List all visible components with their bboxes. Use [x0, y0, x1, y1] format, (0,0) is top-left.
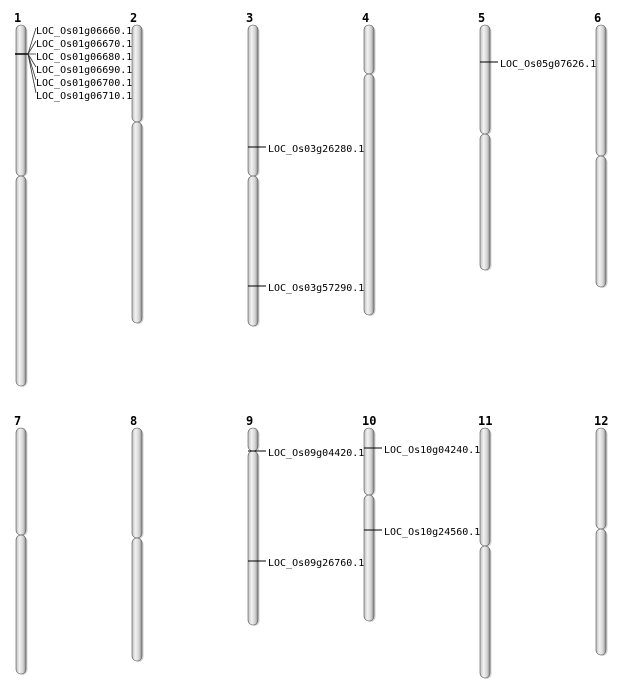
chromosome-label: 12 [594, 414, 609, 428]
chromosome-4 [362, 11, 376, 316]
gene-label: LOC_Os03g57290.1 [268, 283, 365, 294]
chromosome-short-arm [364, 428, 374, 495]
chromosome-long-arm [16, 535, 26, 674]
gene-label: LOC_Os10g24560.1 [384, 527, 481, 538]
chromosome-short-arm [16, 25, 26, 176]
chromosome-long-arm [132, 538, 142, 661]
gene-label: LOC_Os01g06700.1 [36, 78, 133, 89]
chromosome-long-arm [248, 451, 258, 625]
gene-connector [28, 28, 36, 54]
chromosome-short-arm [480, 25, 490, 134]
chromosome-label: 1 [14, 11, 22, 25]
gene-label: LOC_Os01g06710.1 [36, 91, 133, 102]
chromosome-short-arm [596, 25, 606, 156]
chromosome-short-arm [364, 25, 374, 74]
chromosome-1 [14, 11, 132, 387]
chromosome-short-arm [480, 428, 490, 546]
gene-label: LOC_Os01g06670.1 [36, 39, 133, 50]
chromosome-label: 6 [594, 11, 602, 25]
chromosome-2 [130, 11, 144, 324]
chromosome-label: 5 [478, 11, 486, 25]
chromosome-7 [14, 414, 28, 675]
chromosome-short-arm [132, 428, 142, 538]
chromosome-long-arm [16, 176, 26, 386]
chromosome-long-arm [596, 529, 606, 655]
chromosome-long-arm [364, 74, 374, 315]
chromosome-6 [594, 11, 608, 288]
gene-label: LOC_Os05g07626.1 [500, 59, 597, 70]
gene-label: LOC_Os03g26280.1 [268, 144, 365, 155]
gene-label: LOC_Os09g04420.1 [268, 448, 365, 459]
chromosome-short-arm [596, 428, 606, 529]
chromosome-label: 9 [246, 414, 254, 428]
chromosome-9 [246, 414, 364, 626]
chromosome-3 [246, 11, 364, 327]
gene-connector [28, 41, 36, 54]
chromosome-short-arm [248, 25, 258, 176]
chromosome-long-arm [364, 495, 374, 621]
chromosome-short-arm [16, 428, 26, 535]
chromosome-label: 3 [246, 11, 254, 25]
gene-label: LOC_Os01g06680.1 [36, 52, 133, 63]
chromosome-5 [478, 11, 596, 271]
chromosome-short-arm [248, 428, 258, 451]
gene-label: LOC_Os10g04240.1 [384, 445, 481, 456]
chromosome-label: 7 [14, 414, 22, 428]
chromosome-8 [130, 414, 144, 662]
chromosome-long-arm [596, 156, 606, 287]
chromosome-label: 11 [478, 414, 493, 428]
chromosome-12 [594, 414, 608, 656]
chromosome-label: 4 [362, 11, 370, 25]
gene-label: LOC_Os01g06690.1 [36, 65, 133, 76]
chromosome-label: 2 [130, 11, 138, 25]
chromosome-label: 8 [130, 414, 138, 428]
chromosome-long-arm [480, 546, 490, 678]
chromosome-long-arm [480, 134, 490, 270]
gene-label: LOC_Os01g06660.1 [36, 26, 133, 37]
chromosome-11 [478, 414, 492, 679]
gene-label: LOC_Os09g26760.1 [268, 558, 365, 569]
chromosome-long-arm [248, 176, 258, 326]
chromosome-short-arm [132, 25, 142, 122]
chromosome-label: 10 [362, 414, 377, 428]
chromosome-long-arm [132, 122, 142, 323]
chromosome-10 [362, 414, 480, 622]
